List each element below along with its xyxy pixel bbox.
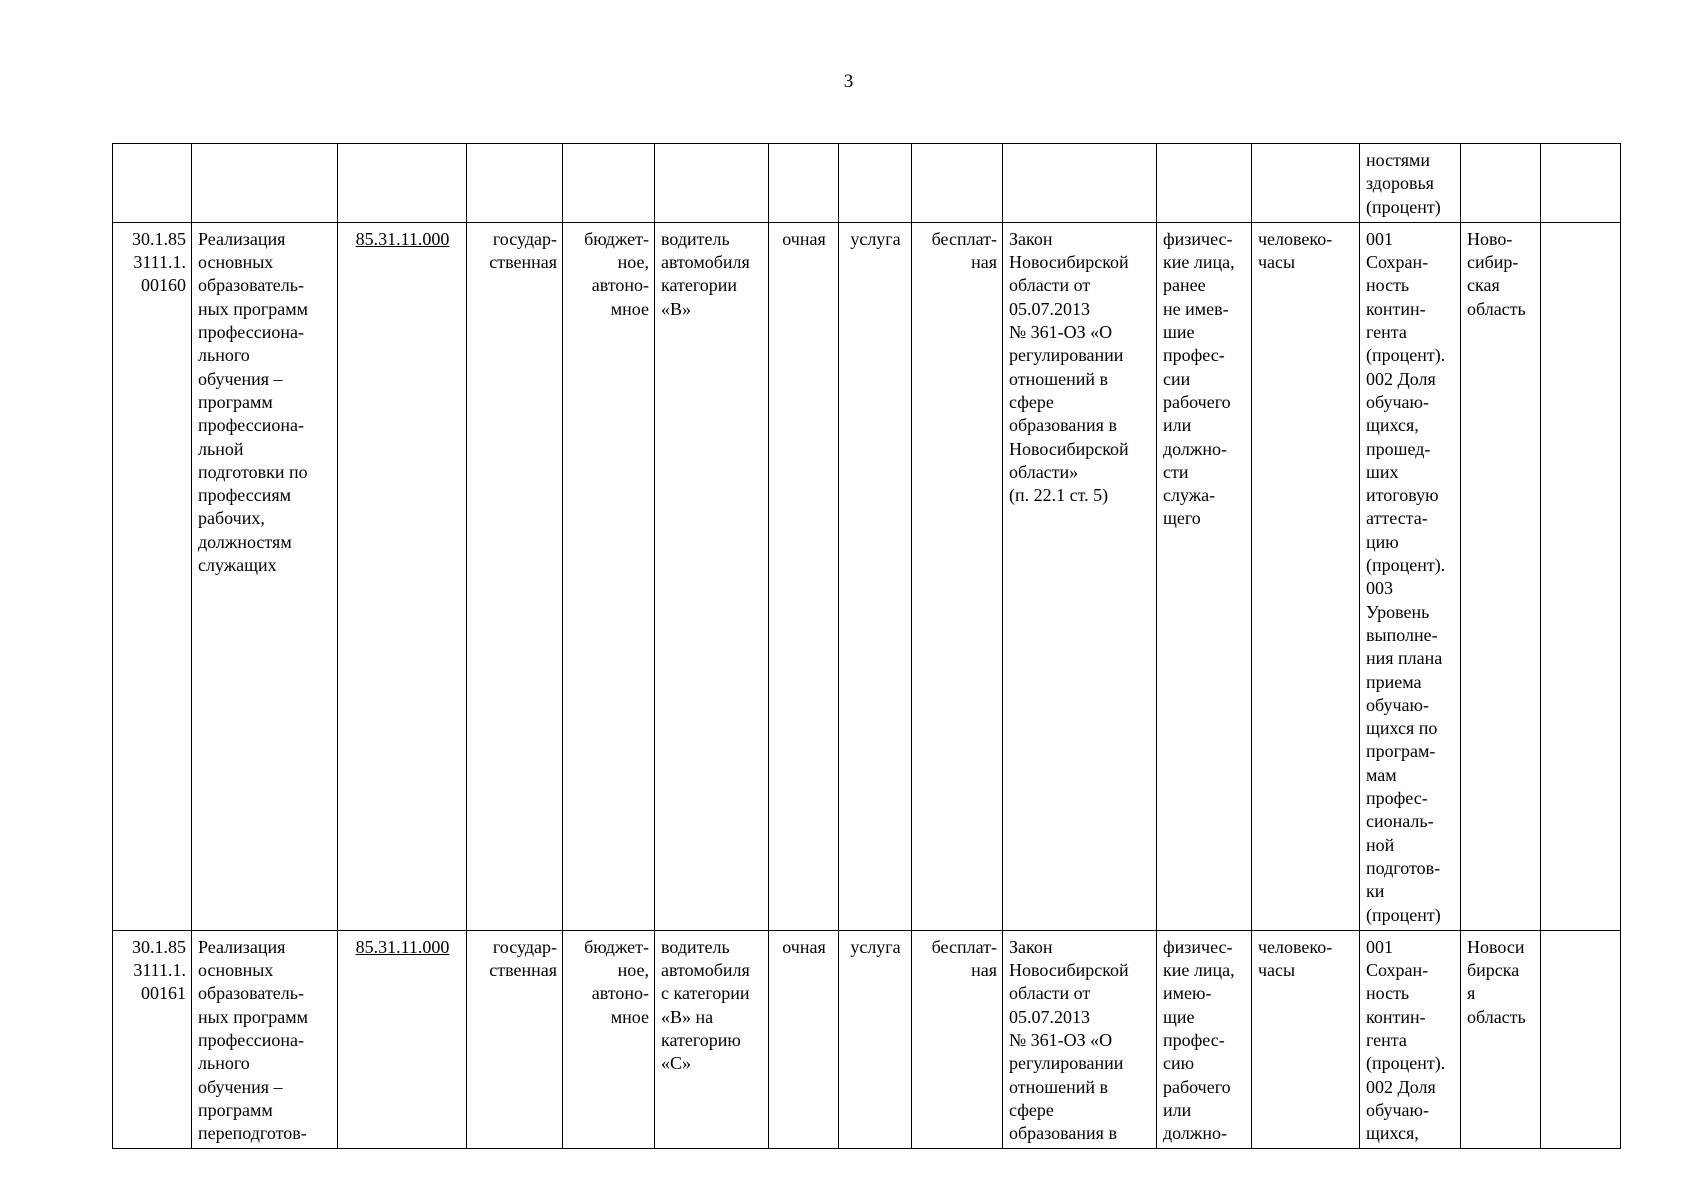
cell-content: водитель автомобиля категории «В» [655,222,769,930]
cell-okved [338,930,467,1149]
cell-content: водитель автомобиля с категории «В» на категорию «С» [655,930,769,1149]
table-row [113,930,1621,1149]
cell-consumers [1157,144,1252,223]
cell-type: услуга [839,930,912,1149]
cell-code: 30.1.85 3111.1. 00161 [113,930,192,1149]
cell-name: Реализация основных образователь- ных программ профессиона- льного обучения – программ переподготов- [192,930,338,1149]
cell-code: 30.1.85 3111.1. 00160 [113,222,192,930]
services-table [112,143,1621,1149]
cell-payment: бесплат- ная [912,222,1003,930]
cell-payment: бесплат- ная [912,930,1003,1149]
cell-payment [912,144,1003,223]
cell-content [655,144,769,223]
cell-unit: человеко- часы [1252,222,1360,930]
cell-name [192,144,338,223]
okved-link[interactable]: 85.31.11.000 [355,936,450,957]
table-row [113,222,1621,930]
cell-financing: бюджет- ное, автоно- мное [563,222,655,930]
cell-indicators: 001 Сохран- ность контин- гента (процент). 002 Доля обучаю- щихся, прошед- ших итоговую аттеста- цию (процент). 003 Уровень выполне- ния плана приема обучаю- щихся по програм- мам профес- сиональ- ной подготов- ки (процент) [1360,222,1461,930]
cell-form: очная [769,222,839,930]
cell-law: Закон Новосибирской области от 05.07.2013 № 361-ОЗ «О регулировании отношений в сфере образования в Новосибирской области» (п. 22.1 ст. 5) [1003,222,1157,930]
cell-consumers: физичес- кие лица, ранее не имев- шие профес- сии рабочего или должно- сти служа- щего [1157,222,1252,930]
cell-region: Новоси бирска я область [1461,930,1541,1149]
cell-indicators: ностями здоровья (процент) [1360,144,1461,223]
cell-region: Ново- сибир- ская область [1461,222,1541,930]
page-number: 3 [843,71,854,92]
cell-extra [1541,144,1621,223]
cell-type: услуга [839,222,912,930]
cell-unit [1252,144,1360,223]
cell-name: Реализация основных образователь- ных программ профессиона- льного обучения – программ профессионa- льной подготовки по профессиям рабочих, должностям служащих [192,222,338,930]
cell-extra [1541,930,1621,1149]
cell-form-owner: государ- ственная [467,930,563,1149]
cell-region [1461,144,1541,223]
cell-consumers: физичес- кие лица, имею- щие профес- сию рабочего или должно- [1157,930,1252,1149]
cell-form-owner [467,144,563,223]
table-row-continued [113,144,1621,223]
cell-indicators: 001 Сохран- ность контин- гента (процент). 002 Доля обучаю- щихся, [1360,930,1461,1149]
cell-okved [338,144,467,223]
cell-form: очная [769,930,839,1149]
cell-form-owner: государ- ственная [467,222,563,930]
cell-okved [338,222,467,930]
cell-code [113,144,192,223]
cell-financing [563,144,655,223]
cell-form [769,144,839,223]
cell-law [1003,144,1157,223]
okved-link[interactable]: 85.31.11.000 [355,228,450,249]
cell-extra [1541,222,1621,930]
cell-law: Закон Новосибирской области от 05.07.2013 № 361-ОЗ «О регулировании отношений в сфере образования в [1003,930,1157,1149]
cell-type [839,144,912,223]
cell-financing: бюджет- ное, автоно- мное [563,930,655,1149]
cell-unit: человеко- часы [1252,930,1360,1149]
